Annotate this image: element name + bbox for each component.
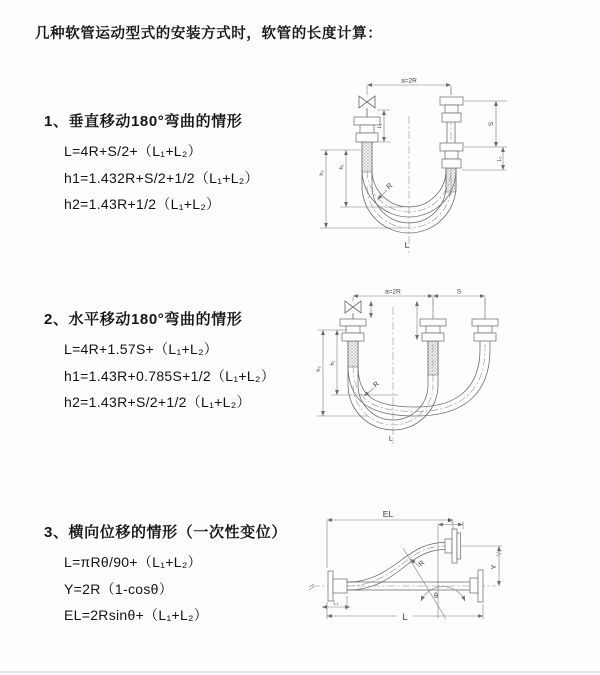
dim-label-h1: h₁ xyxy=(330,360,336,366)
section-3-heading: 3、横向位移的情形（一次性变位） xyxy=(44,524,287,541)
diagram-lateral-displacement xyxy=(298,503,588,648)
dim-label-h2: h₂ xyxy=(319,170,325,176)
diagram-horizontal-180-bend xyxy=(305,283,580,455)
flange-fittings xyxy=(340,319,498,341)
section-2-formulas xyxy=(44,336,275,416)
braid-section xyxy=(446,168,456,192)
formula-h1: h1=1.432R+S/2+1/2（L₁+L₂） xyxy=(64,169,259,186)
dim-label-s: S xyxy=(456,288,462,296)
formula-el: EL=2Rsinθ+（L₁+L₂） xyxy=(64,607,209,623)
dim-label-l1: L₁ xyxy=(447,518,453,524)
dim-label-l1-right: L₁ xyxy=(497,156,503,162)
section-2 xyxy=(44,308,275,416)
dim-label-s: S xyxy=(488,121,495,127)
diagram-vertical-180-bend xyxy=(305,70,580,265)
formula-y: Y=2R（1-cosθ） xyxy=(64,580,174,597)
radius-label: R xyxy=(384,180,395,192)
dim-label-y: Y xyxy=(489,564,498,570)
dimension-lines xyxy=(317,296,485,416)
dim-label-h2: h₂ xyxy=(316,366,322,372)
valve-icon xyxy=(359,96,375,117)
page-bottom-edge xyxy=(0,671,600,673)
dim-label-el: EL xyxy=(382,509,394,519)
section-3-formulas xyxy=(44,549,287,629)
formula-h2: h2=1.43R+1/2（L₁+L₂） xyxy=(64,196,221,212)
formula-length: L=4R+1.57S+（L₁+L₂） xyxy=(64,341,219,357)
angle-label: θ xyxy=(434,593,438,600)
formula-h2: h2=1.43R+S/2+1/2（L₁+L₂） xyxy=(64,394,251,410)
section-1-formulas xyxy=(44,138,259,218)
dim-label-h1: h₁ xyxy=(339,164,345,170)
length-label: L xyxy=(388,434,394,443)
valve-icon xyxy=(345,301,361,319)
braid-section xyxy=(362,142,372,172)
formula-length: L=πRθ/90+（L₁+L₂） xyxy=(64,554,202,570)
hose xyxy=(348,341,490,430)
formula-h1: h1=1.43R+0.785S+1/2（L₁+L₂） xyxy=(64,367,275,384)
dimension-lines xyxy=(322,520,502,619)
length-label: L xyxy=(402,612,408,622)
dim-label-l2: L₂ xyxy=(333,600,339,607)
section-1 xyxy=(44,110,259,218)
braid-section xyxy=(428,341,438,375)
section-3 xyxy=(44,521,287,629)
formula-length: L=4R+S/2+（L₁+L₂） xyxy=(64,143,202,159)
radius-label: R xyxy=(372,380,381,390)
page-title: 几种软管运动型式的安装方式时，软管的长度计算： xyxy=(35,26,383,42)
dim-label-width: a=2R xyxy=(401,77,417,85)
section-2-heading: 2、水平移动180°弯曲的情形 xyxy=(44,311,243,328)
dim-label-l1-left: L₁ xyxy=(377,123,383,129)
section-1-heading: 1、垂直移动180°弯曲的情形 xyxy=(44,113,243,130)
radius-label: R xyxy=(417,559,427,569)
braid-section xyxy=(348,341,358,367)
length-label: L xyxy=(404,240,410,250)
dim-label-width: a=2R xyxy=(385,288,401,296)
